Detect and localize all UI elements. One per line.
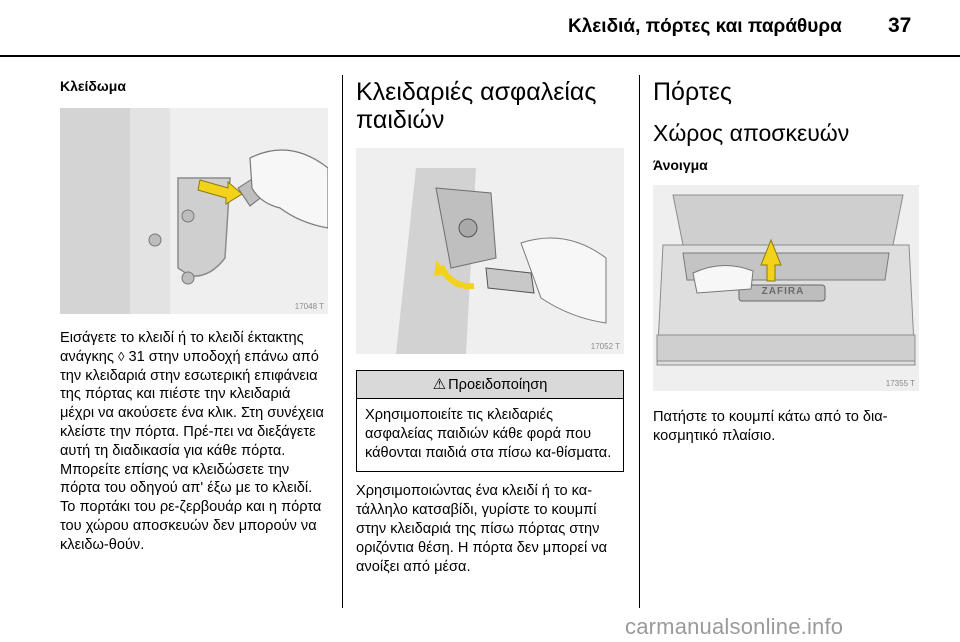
running-header-title: Κλειδιά, πόρτες και παράθυρα xyxy=(568,16,842,37)
warning-title: Προειδοποίηση xyxy=(448,377,548,393)
header-rule xyxy=(0,55,960,57)
warning-text: Χρησιμοποιείτε τις κλειδαριές ασφαλείας παιδιών κάθε φορά που κάθονται παιδιά στα πίσω κα-θίσματα. xyxy=(365,407,612,461)
warning-triangle-icon: ⚠ xyxy=(432,376,447,393)
child-lock-illustration xyxy=(356,148,624,354)
zafira-badge-text: ZAFIRA xyxy=(761,286,805,297)
watermark: carmanualsonline.info xyxy=(625,614,844,639)
image-code: 17052 T xyxy=(590,342,620,351)
tailgate-illustration xyxy=(653,185,919,391)
section-heading-locking: Κλείδωμα xyxy=(60,78,126,94)
column-child-locks xyxy=(356,72,624,576)
column-divider xyxy=(639,75,640,608)
warning-header xyxy=(357,371,623,399)
section-heading-doors: Πόρτες xyxy=(653,78,732,106)
image-code: 17355 T xyxy=(885,379,915,388)
child-locks-body-text: Χρησιμοποιώντας ένα κλειδί ή το κα-τάλληλο κατσαβίδι, γυρίστε το κουμπί στην κλειδαριά της πίσω πόρτας στην οριζόντια θέση. Η πόρτα δεν μπορεί να ανοίξει από μέσα. xyxy=(356,483,608,575)
locking-illustration xyxy=(60,108,328,314)
locking-body-start: Εισάγετε το κλειδί ή το κλειδί έκτακτης ανάγκης xyxy=(60,330,304,365)
page-number: 37 xyxy=(888,14,912,37)
column-divider xyxy=(342,75,343,608)
column-locking xyxy=(60,72,328,555)
page-ref-icon: ◊ xyxy=(117,348,125,364)
column-doors xyxy=(653,72,925,446)
opening-body-text: Πατήστε το κουμπί κάτω από το δια-κοσμητικό πλαίσιο. xyxy=(653,409,888,444)
subheading-load-compartment: Χώρος αποσκευών xyxy=(653,120,850,146)
subheading-opening: Άνοιγμα xyxy=(653,157,708,173)
locking-body-text xyxy=(60,329,328,555)
image-code: 17048 T xyxy=(294,302,324,311)
warning-box xyxy=(356,370,624,472)
locking-body-rest: 31 στην υποδοχή επάνω από την κλειδαριά στην εσωτερική επιφάνεια της πόρτας και πιέστε την κλειδαριά μέχρι να ακούσετε ένα κλικ. Στη συνέχεια κλείστε την πόρτα. Πρέ-πει να διεξάγετε αυτή τη διαδικασία για κάθε πόρτα. Μπορείτε επίσης να κλειδώσετε την πόρτα του οδηγού απ' έξω με το κλειδί. Το πορτάκι του ρε-ζερβουάρ και η πόρτα του χώρου αποσκευών δεν μπορούν να κλειδω-θούν. xyxy=(60,348,324,553)
section-heading-child-locks: Κλειδαριές ασφαλείας παιδιών xyxy=(356,78,597,134)
